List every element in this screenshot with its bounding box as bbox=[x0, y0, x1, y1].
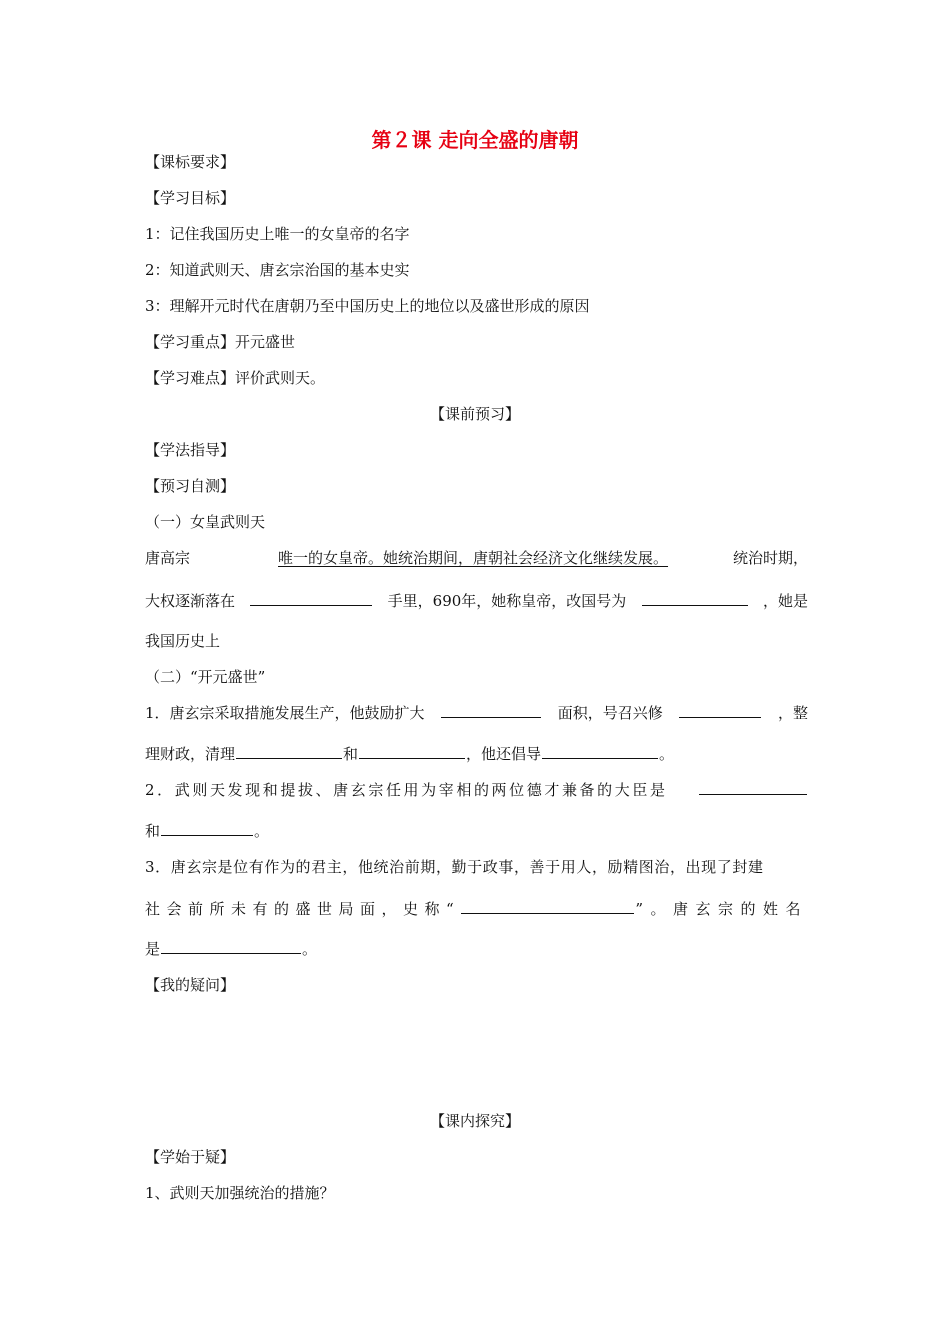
q1-text-b: 面积，号召兴修 bbox=[557, 704, 663, 722]
heading-doubt: 【学始于疑】 bbox=[145, 1148, 236, 1166]
q3-text-a: 3．唐玄宗是位有作为的君主，他统治前期，勤于政事，善于用人，励精图治，出现了封建 bbox=[145, 858, 764, 876]
s1-text-p3: 我国历史上 bbox=[145, 632, 221, 650]
q3-text-c: ”。唐玄宗的姓名 bbox=[635, 900, 808, 918]
objective-2: 2：知道武则天、唐玄宗治国的基本史实 bbox=[145, 261, 410, 279]
section1-line-2 bbox=[145, 590, 808, 612]
blank-field[interactable] bbox=[161, 820, 253, 836]
q3-line-3 bbox=[145, 938, 317, 960]
heading-explore: 【课内探究】 bbox=[429, 1112, 520, 1130]
blank-field[interactable] bbox=[359, 743, 465, 759]
q3-text-d: 是 bbox=[145, 940, 161, 958]
q1-text-f: ，他还倡导 bbox=[466, 745, 542, 763]
blank-field[interactable] bbox=[642, 590, 748, 606]
blank-field[interactable] bbox=[250, 590, 372, 606]
key-point-text: 开元盛世 bbox=[235, 333, 296, 351]
q2-text-b: 和 bbox=[145, 822, 161, 840]
heading-objectives: 【学习目标】 bbox=[145, 189, 236, 207]
blank-field[interactable] bbox=[679, 702, 761, 718]
heading-curriculum: 【课标要求】 bbox=[145, 153, 236, 171]
blank-field[interactable] bbox=[236, 743, 342, 759]
s1-text-a: 唐高宗 bbox=[145, 549, 191, 567]
q3-text-b: 社会前所未有的盛世局面，史称“ bbox=[145, 900, 461, 918]
blank-field[interactable] bbox=[699, 779, 807, 795]
q3-line-2 bbox=[145, 898, 808, 920]
heading-questions: 【我的疑问】 bbox=[145, 976, 236, 994]
q3-line-1 bbox=[145, 856, 808, 878]
explore-question-1: 1、武则天加强统治的措施？ bbox=[145, 1184, 335, 1202]
q1-text-g: 。 bbox=[659, 745, 675, 763]
heading-self-test: 【预习自测】 bbox=[145, 477, 236, 495]
difficulty-text: 评价武则天。 bbox=[235, 369, 326, 387]
q1-line-1 bbox=[145, 702, 808, 724]
q1-line-2 bbox=[145, 743, 674, 765]
q1-text-e: 和 bbox=[343, 745, 359, 763]
section1-heading: （一）女皇武则天 bbox=[145, 513, 266, 531]
q2-text-a: 2．武则天发现和提拔、唐玄宗任用为宰相的两位德才兼备的大臣是 bbox=[145, 781, 668, 799]
page-title: 第２课 走向全盛的唐朝 bbox=[371, 128, 579, 152]
heading-method: 【学法指导】 bbox=[145, 441, 236, 459]
difficulty-line bbox=[145, 367, 325, 389]
section2-heading: （二）“开元盛世” bbox=[145, 668, 266, 686]
key-point-line bbox=[145, 331, 295, 353]
q2-line-1 bbox=[145, 779, 808, 801]
q1-text-a: 1．唐玄宗采取措施发展生产，他鼓励扩大 bbox=[145, 704, 425, 722]
heading-key-point: 【学习重点】 bbox=[145, 333, 236, 351]
q2-line-2 bbox=[145, 820, 269, 842]
section1-line-1 bbox=[145, 547, 808, 569]
s1-text-p2a: 大权逐渐落在 bbox=[145, 592, 236, 610]
objective-3: 3：理解开元时代在唐朝乃至中国历史上的地位以及盛世形成的原因 bbox=[145, 297, 590, 315]
s1-text-p2c: ，她是 bbox=[762, 592, 808, 610]
s1-text-p2b: 手里，690年，她称皇帝，改国号为 bbox=[387, 592, 627, 610]
heading-difficulty: 【学习难点】 bbox=[145, 369, 236, 387]
s1-text-c: 统治时期， bbox=[732, 549, 808, 567]
heading-preview: 【课前预习】 bbox=[429, 405, 520, 423]
blank-field[interactable] bbox=[441, 702, 541, 718]
q3-text-e: 。 bbox=[302, 940, 318, 958]
q1-text-d: 理财政，清理 bbox=[145, 745, 236, 763]
blank-field[interactable] bbox=[461, 898, 634, 914]
blank-field[interactable] bbox=[161, 938, 301, 954]
objective-1: 1：记住我国历史上唯一的女皇帝的名字 bbox=[145, 225, 410, 243]
s1-underlined-text: 唯一的女皇帝。她统治期间，唐朝社会经济文化继续发展。 bbox=[278, 549, 669, 567]
q2-text-c: 。 bbox=[254, 822, 270, 840]
q1-text-c: ，整 bbox=[777, 704, 808, 722]
blank-field[interactable] bbox=[542, 743, 658, 759]
